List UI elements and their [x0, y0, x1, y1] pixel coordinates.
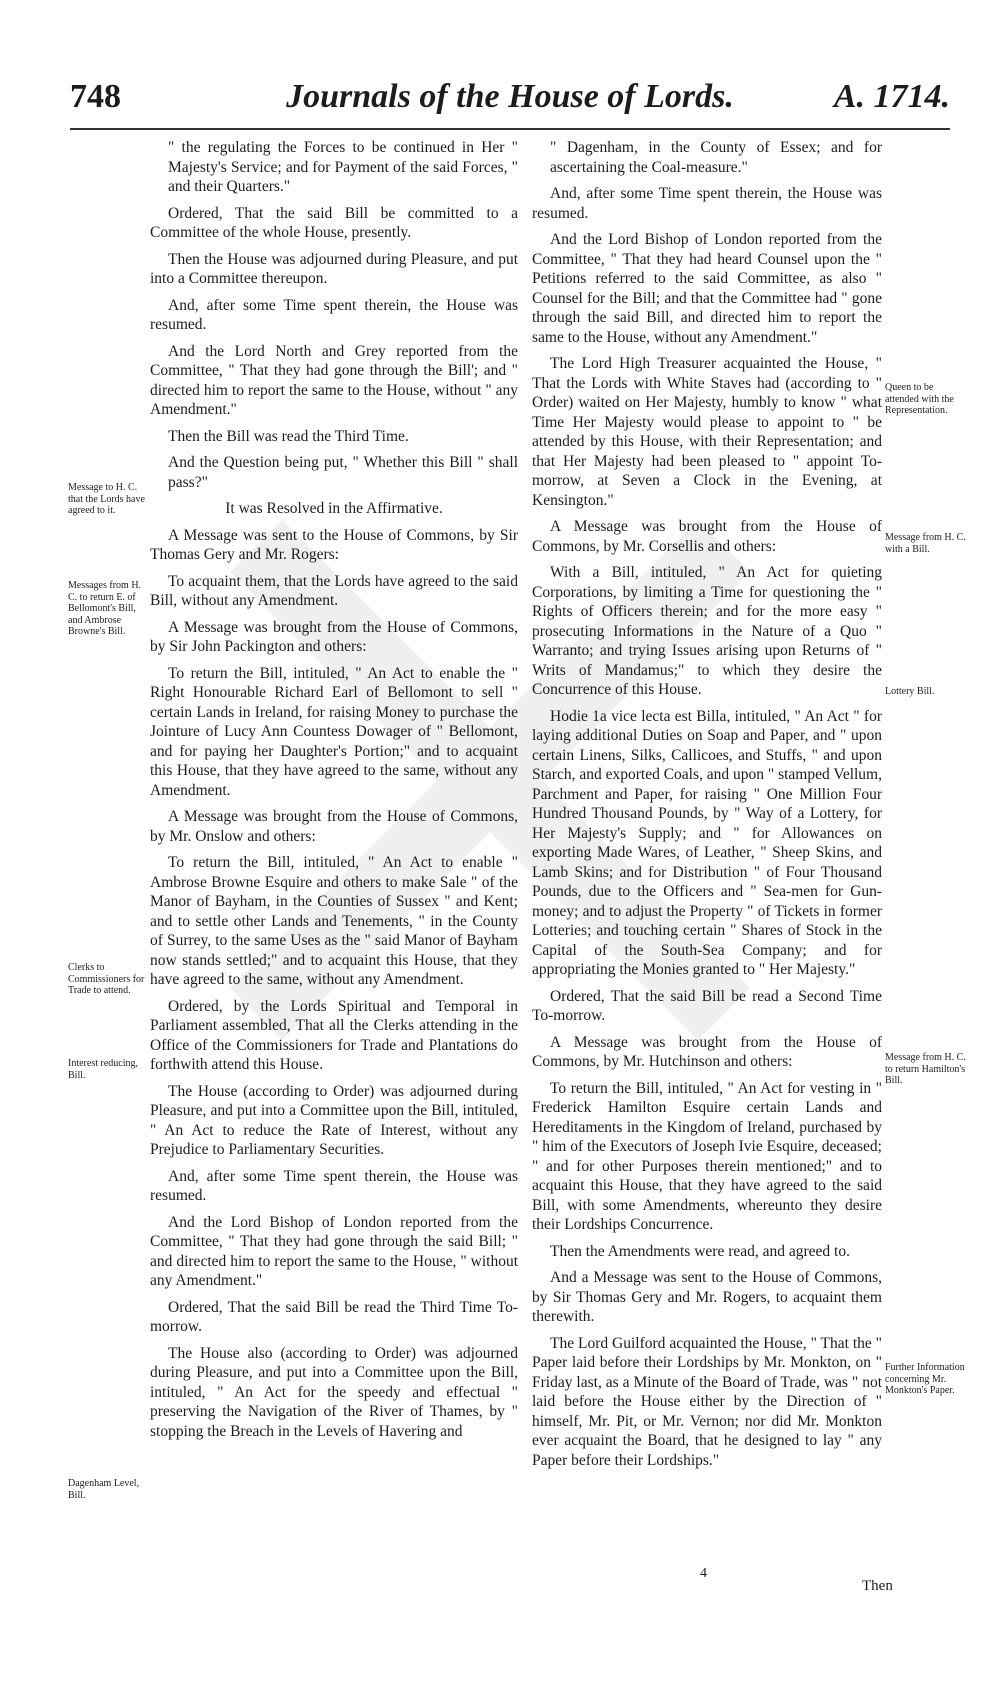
paragraph: A Message was brought from the House of Commons, by Mr. Hutchinson and others:: [532, 1033, 882, 1070]
paragraph: And the Lord North and Grey reported from the Committee, " That they had gone through the Bill'; and " directed him to report the same to the House, without " any Amendment.": [150, 342, 518, 418]
signature-mark: 4: [700, 1566, 707, 1581]
header-rule: [70, 128, 950, 130]
left-column: [150, 138, 518, 1448]
margin-note: Message to H. C. that the Lords have agreed to it.: [68, 482, 145, 516]
paragraph: " the regulating the Forces to be continued in Her " Majesty's Service; and for Payment of the said Forces, " and their Quarters.": [168, 139, 518, 195]
paragraph: The Lord Guilford acquainted the House, " That the " Paper laid before their Lordships by Mr. Monkton, on " Friday last, as a Minute of the Board of Trade, was " not laid before the House either by the Direction of " himself, Mr. Pit, or Mr. Vernon; nor did Mr. Monkton ever acquaint the Board, that he designed to lay " any Paper before their Lordships.": [532, 1334, 882, 1469]
paragraph: To return the Bill, intituled, " An Act for vesting in " Frederick Hamilton Esquire certain Lands and Hereditaments in the Kingdom of Ireland, purchased by " him of the Executors of Joseph Ivie Esquire, deceased; " and for other Purposes therein mentioned;" and to acquaint this House, that they have agreed to the said Bill, with some Amendments, whereunto they desire their Lordships Concurrence.: [532, 1079, 882, 1233]
paragraph: A Message was brought from the House of Commons, by Mr. Corsellis and others:: [532, 518, 882, 555]
margin-note: Clerks to Commissioners for Trade to attend.: [68, 962, 145, 996]
paragraph: The House (according to Order) was adjourned during Pleasure, and put into a Committee upon the Bill, intituled, " An Act to reduce the Rate of Interest, without any Prejudice to Parliamentary Securities.: [150, 1082, 518, 1158]
page-header: [70, 78, 950, 128]
margin-note: Queen to be attended with the Representation.: [885, 382, 954, 416]
paragraph: To acquaint them, that the Lords have agreed to the said Bill, without any Amendment.: [150, 572, 518, 609]
paragraph: And the Lord Bishop of London reported from the Committee, " That they had gone through the said Bill; " and directed him to report the same to the House, " without any Amendment.": [150, 1213, 518, 1289]
paragraph: Then the House was adjourned during Pleasure, and put into a Committee thereupon.: [150, 250, 518, 287]
paragraph: And, after some Time spent therein, the House was resumed.: [150, 1167, 518, 1204]
paragraph: Ordered, by the Lords Spiritual and Temporal in Parliament assembled, That all the Clerks attending in the Office of the Commissioners for Trade and Plantations do forthwith attend this House.: [150, 997, 518, 1073]
paragraph: The House also (according to Order) was adjourned during Pleasure, and put into a Committee upon the Bill, intituled, " An Act for the speedy and effectual " preserving the Navigation of the River of Thames, by " stopping the Breach in the Levels of Havering and: [150, 1344, 518, 1440]
paragraph: Then the Bill was read the Third Time.: [168, 427, 409, 445]
margin-note: Lottery Bill.: [885, 686, 935, 697]
paragraph: A Message was brought from the House of Commons, by Mr. Onslow and others:: [150, 808, 518, 845]
paragraph: A Message was sent to the House of Commons, by Sir Thomas Gery and Mr. Rogers:: [150, 526, 518, 563]
paragraph: And the Lord Bishop of London reported from the Committee, " That they had heard Counsel upon the " Petitions referred to the said Committee, as also " Counsel for the Bill; and that the Committee had " gone through the said Bill, and directed him to report the same to the House, without any Amendment.": [532, 231, 882, 346]
paragraph: The Lord High Treasurer acquainted the House, " That the Lords with White Staves had (according to " Order) waited on Her Majesty, humbly to know " what Time Her Majesty would please to appoint to " be attended by this House, with their Representation; and that Her Majesty had been pleased to " appoint To-morrow, at Seven a Clock in the Evening, at Kensington.": [532, 355, 882, 509]
paragraph: A Message was brought from the House of Commons, by Sir John Packington and others:: [150, 618, 518, 655]
margin-note: Messages from H. C. to return E. of Bellomont's Bill, and Ambrose Browne's Bill.: [68, 580, 142, 637]
year-label: A. 1714.: [833, 78, 950, 115]
paragraph: And, after some Time spent therein, the House was resumed.: [150, 296, 518, 333]
paragraph: Ordered, That the said Bill be read the Third Time To-morrow.: [150, 1298, 518, 1335]
paragraph: To return the Bill, intituled, " An Act to enable the " Right Honourable Richard Earl of Bellomont to sell " certain Lands in Ireland, for raising Money to purchase the Jointure of Lucy Ann Countess Dowager of " Bellomont, and for paying her Daughter's Portion;" and to acquaint this House, that they have agreed to the same, without any Amendment.: [150, 664, 518, 799]
paragraph: Hodie 1a vice lecta est Billa, intituled, " An Act " for laying additional Duties on Soap and Paper, and " upon certain Linens, Silks, Callicoes, and Stuffs, " and upon Starch, and exported Coals, and upon " stamped Vellum, Parchment and Paper, for raising " One Million Four Hundred Thousand Pounds, by " Way of a Lottery, for Her Majesty's Supply; and " for Allowances on exporting Made Wares, of Leather, " Sheep Skins, and Lamb Skins; and for Distribution " of Four Thousand Pounds, due to the Officers and " Sea-men for Gun-money; and to adjust the Property " of Tickets in former Lotteries; and touching certain " Shares of Stock in the Capital of the South-Sea Company; and for appropriating the Monies granted to " Her Majesty.": [532, 707, 882, 978]
paragraph: " Dagenham, in the County of Essex; and for ascertaining the Coal-measure.": [550, 139, 882, 176]
margin-note: Further Information concerning Mr. Monkton's Paper.: [885, 1362, 965, 1396]
paragraph: To return the Bill, intituled, " An Act to enable " Ambrose Browne Esquire and others to make Sale " of the Manor of Bayham, in the Counties of Sussex " and Kent; and to settle other Lands and Tenements, " in the County of Surrey, to the same Uses as the " said Manor of Bayham now stands settled;" and to acquaint this House, that they have agreed to the same, without any Amendment.: [150, 854, 518, 988]
right-column: [532, 138, 882, 1477]
paragraph: With a Bill, intituled, " An Act for quieting Corporations, by limiting a Time for questioning the " Rights of Officers therein; and for the more easy " prosecuting Informations in the Nature of a Quo " Warranto; and trying Issues arising upon Returns of " Writs of Mandamus;" to which they desire the Concurrence of this House.: [532, 564, 882, 698]
paragraph: And a Message was sent to the House of Commons, by Sir Thomas Gery and Mr. Rogers, to acquaint them therewith.: [532, 1269, 882, 1325]
catchword: Then: [862, 1578, 893, 1594]
page-title: Journals of the House of Lords.: [286, 78, 734, 115]
paragraph: And the Question being put, " Whether this Bill " shall pass?": [168, 454, 518, 491]
paragraph: Ordered, That the said Bill be committed to a Committee of the whole House, presently.: [150, 204, 518, 241]
margin-note: Interest reducing, Bill.: [68, 1058, 138, 1081]
paragraph: Then the Amendments were read, and agreed to.: [550, 1242, 850, 1260]
margin-note: Dagenham Level, Bill.: [68, 1478, 140, 1501]
margin-note: Message from H. C. to return Hamilton's Bill.: [885, 1052, 966, 1086]
margin-note: Message from H. C. with a Bill.: [885, 532, 966, 555]
page-number: 748: [70, 78, 121, 115]
paragraph: Ordered, That the said Bill be read a Second Time To-morrow.: [532, 987, 882, 1024]
paragraph: It was Resolved in the Affirmative.: [225, 500, 443, 517]
paragraph: And, after some Time spent therein, the House was resumed.: [532, 185, 882, 222]
